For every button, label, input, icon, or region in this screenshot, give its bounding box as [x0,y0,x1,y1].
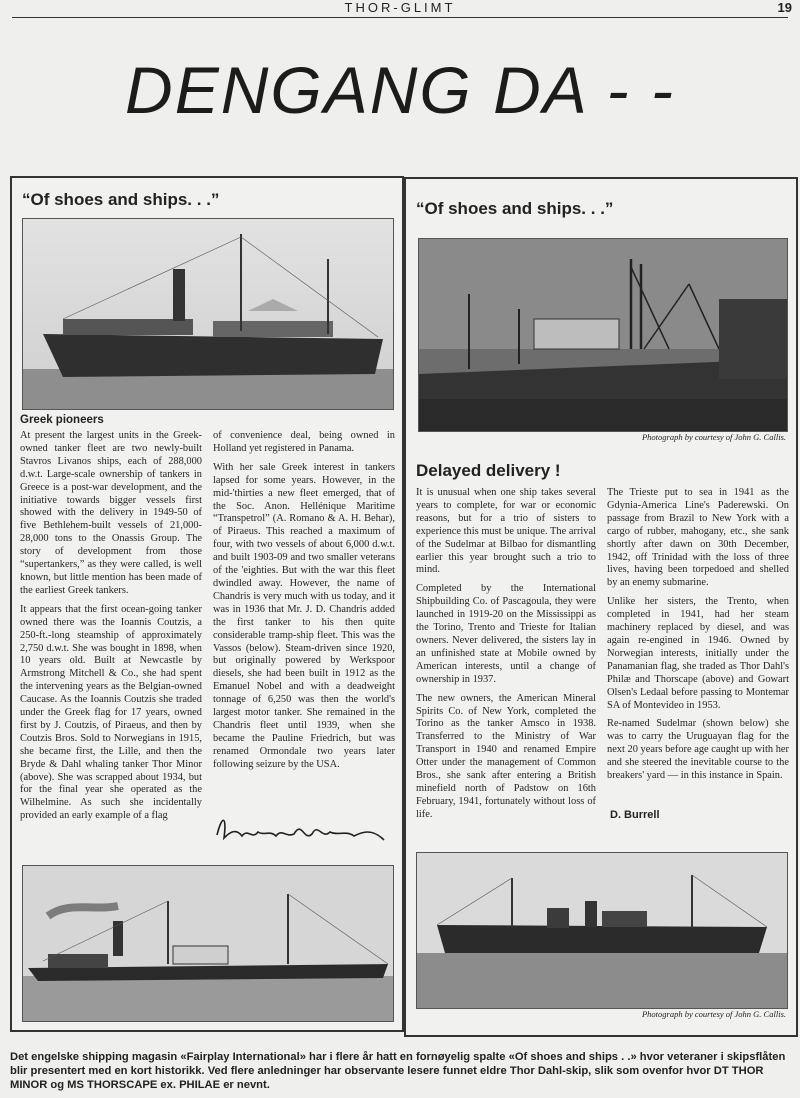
paragraph: The Trieste put to sea in 1941 as the Gdynia-America Line's Paderewski. On passage from Brazil to New York with a cargo of rubber, mahogany, etc., she sank shortly after dawn on 30th December, 1942, off Trinidad with the loss of three lives, having been torpedoed and shelled by an enemy submarine. [607,487,789,589]
right-article-panel [404,177,798,1037]
page-title: DENGANG DA - - [125,53,675,127]
page-number: 19 [777,0,792,15]
photo-credit-top: Photograph by courtesy of John G. Callis. [641,432,786,442]
paragraph: Re-named Sudelmar (shown below) she was to carry the Uruguayan flag for the next 20 years before age caught up with her and she steered the inevitable course to the breakers' yard — in this instance in Spain. [607,718,789,782]
paragraph: The new owners, the American Mineral Spirits Co. of New York, completed the Torino as the tanker Amsco in 1938. Transferred to the Ministry of War Transport in 1940 and renamed Empire Otter under the management of Common Bros., she sank after entering a British minefield north of Padstow on 16th February, 1941, fortunately without loss of life. [416,692,596,820]
right-subheading: Delayed delivery ! [416,461,561,480]
left-column-2 [213,430,395,778]
header-rule [12,17,788,18]
signature-laurence-dunn [212,810,392,850]
paragraph: With her sale Greek interest in tankers lapsed for some years. However, in the mid-'thirties a new fleet emerged, that of the Soc. Anon. Hellénique Maritime “Transpetrol” (A. Romano & A. H. Behar), of Piraeus. This reached a maximum of four, with two vessels of about 6,000 d.w.t. and built 1903-09 and two smaller veterans of the 'eighties. But with the war this fleet dwindled away. However, the name of Chandris is very much with us today, and it was in 1936 that Mr. J. D. Chandris added the first tanker to his then quite considerable tramp-ship fleet. This was the Vassos (below). Steam-driven since 1920, but originally powered by Werkspoor diesels, she had been built in 1912 as the Emanuel Nobel and with a deadweight tonnage of 6,250 was then the world's largest motor tanker. She remained in the Chandris fleet until 1939, when she became the Pauline Friedrich, but was renamed Ormondale two years later following seizure by the USA. [213,461,395,770]
paragraph: It appears that the first ocean-going tanker owned there was the Ioannis Coutzis, a 250-ft.-long steamship of approximately 2,750 d.w.t. She was bought in 1898, when 10 years old. Built at Newcastle by Armstrong Mitchell & Co., she had spent the intervening years as the Belgian-owned Caucase. As the Ioannis Coutzis she traded under the Greek flag for 17 years, owned first by J. Coutzis, of Piraeus, and then by Coutzis Bros. Sold to Norwegians in 1915, she became first, the Lille, and then the Bryde & Dahl whaling tanker Thor Minor (above). She was scrapped about 1934, but for the final year she operated as the Wilhelmine. As such she incidentally provided an early example of a flag [20,603,202,822]
paragraph: At present the largest units in the Greek-owned tanker fleet are two newly-built Stavros Livanos ships, each of 288,000 d.w.t. Large-scale ownership of tankers in Greece is a post-war development, and the initiative towards bigger vessels first showed with the delivery in 1949-50 of five Bethlehem-built vessels of 21,000-28,000 tons to the Onassis Group. The story of development from those “supertankers,” as they were called, is well known, but little mention has been made of the earliest Greek tankers. [20,430,202,596]
photo-thorscape [418,238,788,432]
magazine-name: THOR-GLIMT [344,0,456,15]
right-column-2 [607,487,789,789]
paragraph: It is unusual when one ship takes several years to complete, for war or economic reasons, but for a trio of sisters to experience this must be unique. The arrival of the Sudelmar at Bilbao for dismantling earlier this year brought such a trio to mind. [416,487,596,576]
photo-credit-bottom: Photograph by courtesy of John G. Callis. [641,1009,786,1019]
photo-vassos [22,865,394,1022]
right-column-1 [416,487,596,828]
left-article-heading: “Of shoes and ships. . .” [22,190,220,209]
left-column-1 [20,430,202,829]
footer-caption: Det engelske shipping magasin «Fairplay International» har i flere år hatt en fornøyelig spalte «Of shoes and ships . .» hvor veteraner i skipsflåten blir presentert med en kort historikk. Ved flere anledninger har observante lesere funnet eldre Thor Dahl-skip, slik som ovenfor hvor DT THOR MINOR og MS THORSCAPE ex. PHILAE er nevnt. [10,1051,786,1091]
paragraph: Unlike her sisters, the Trento, when completed in 1941, had her steam machinery replaced by diesel, and was again re-engined in 1946. Owned by Norwegian interests, initially under the Panamanian flag, she traded as Thor Dahl's Philæ and Thorscape (above) and Gowart Olsen's Ledaal before passing to Montemar SA of Montevideo in 1953. [607,596,789,711]
right-article-heading: “Of shoes and ships. . .” [416,199,614,218]
left-subheading: Greek pioneers [20,414,104,426]
photo-thor-minor [22,218,394,410]
paragraph: Completed by the International Shipbuilding Co. of Pascagoula, they were launched in 1919-20 on the Mississippi as the Torino, Trento and Trieste for Italian owners. Never delivered, the sisters lay in an unfinished state at Mobile owned by American interests, until a change of ownership in 1937. [416,583,596,685]
author-d-burrell: D. Burrell [610,809,660,821]
left-article-panel [10,176,404,1032]
paragraph: of convenience deal, being owned in Holland yet registered in Panama. [213,430,395,454]
photo-sudelmar [416,852,788,1009]
